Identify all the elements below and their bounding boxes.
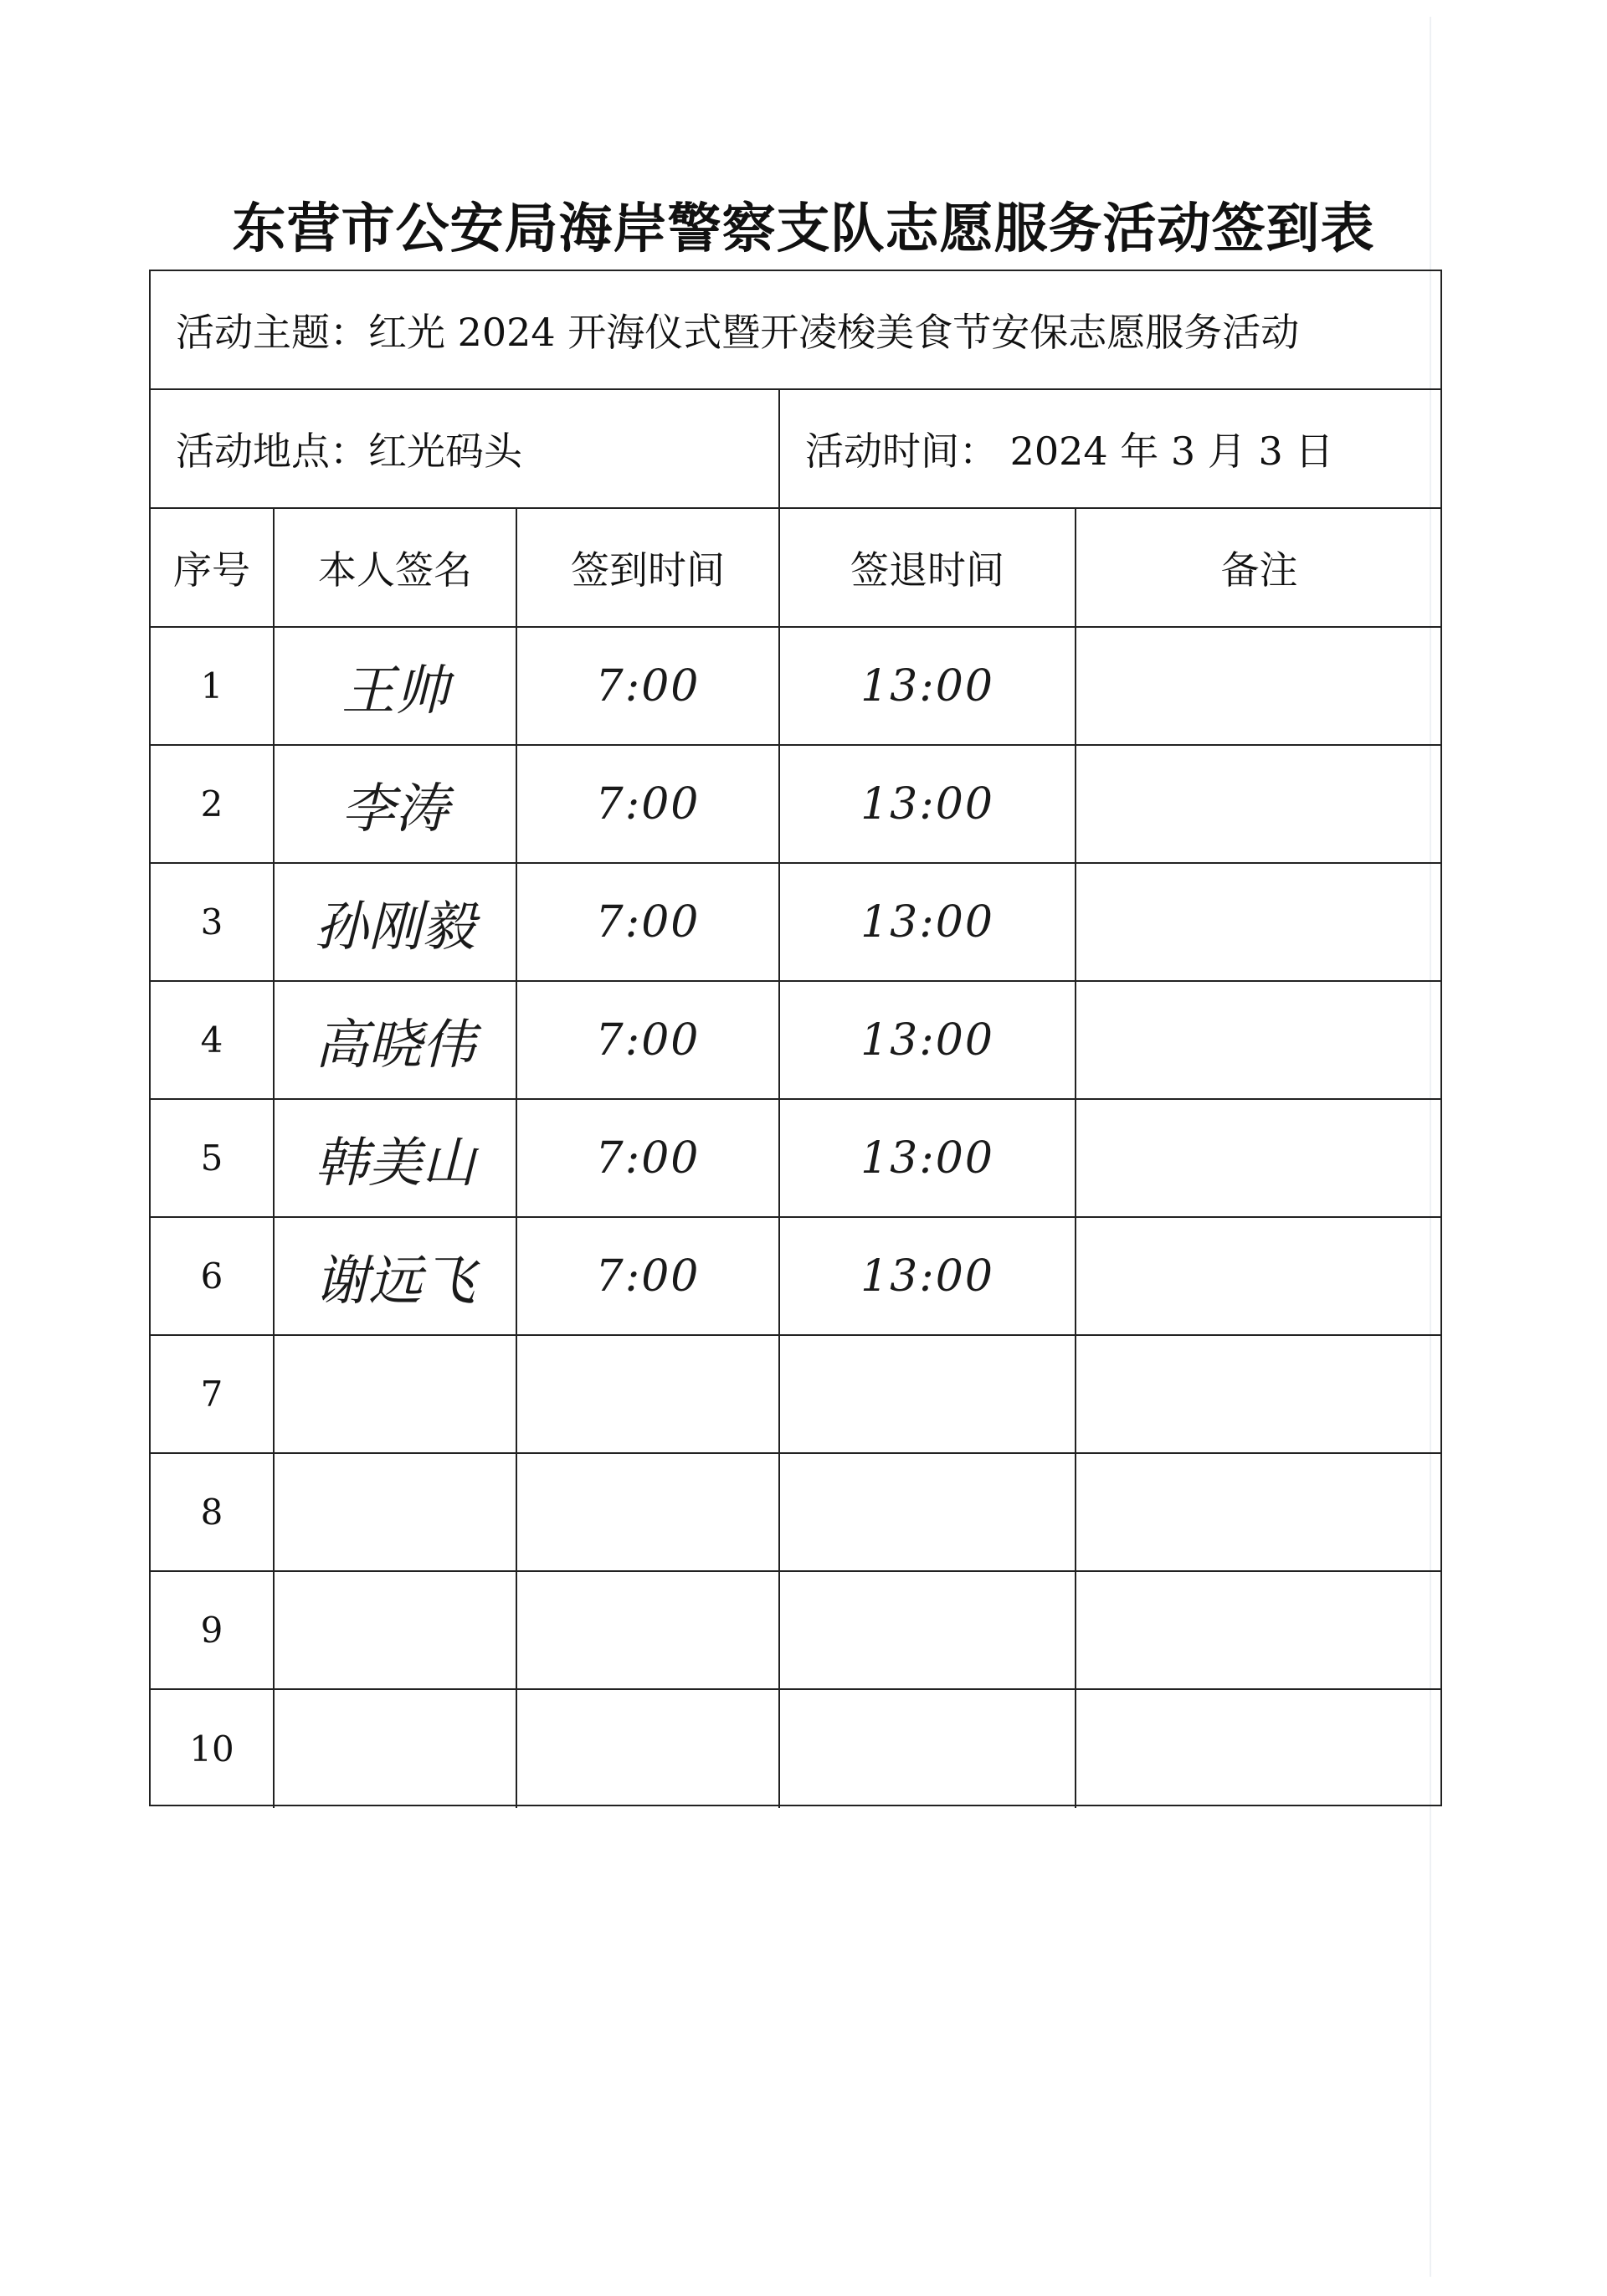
table-row (151, 1218, 1440, 1336)
sign-out-time: 13:00 (860, 660, 994, 711)
table-row (151, 864, 1440, 982)
theme-row (151, 271, 1440, 390)
sign-out-time-cell (778, 1690, 1075, 1808)
header-no: 序号 (173, 547, 250, 593)
sign-out-time-cell (778, 1572, 1075, 1688)
row-number-cell (151, 1572, 273, 1688)
sign-in-time: 7:00 (595, 1251, 701, 1302)
sign-in-time: 7:00 (595, 1133, 701, 1184)
row-number: 6 (200, 1256, 223, 1297)
signature-cell (273, 1454, 516, 1570)
row-number-cell (151, 1218, 273, 1334)
sign-out-time: 13:00 (860, 896, 994, 948)
sign-in-time-cell (516, 1454, 778, 1570)
row-number-cell (151, 864, 273, 980)
remarks-cell (1075, 864, 1442, 980)
remarks-cell (1075, 1454, 1442, 1570)
row-number-cell (151, 746, 273, 862)
sign-out-time-cell (778, 1454, 1075, 1570)
signature-cell (273, 864, 516, 980)
signature: 高晓伟 (315, 1014, 475, 1076)
sign-out-time-cell (778, 628, 1075, 744)
row-number: 7 (200, 1374, 223, 1415)
signature-cell (273, 1690, 516, 1808)
sign-out-time-cell (778, 1336, 1075, 1452)
row-number: 3 (200, 901, 223, 943)
table-row (151, 1690, 1440, 1808)
sign-in-time-cell (516, 864, 778, 980)
sign-in-time-cell (516, 982, 778, 1098)
row-number-cell (151, 982, 273, 1098)
remarks-cell (1075, 746, 1442, 862)
sign-in-table (149, 270, 1442, 1806)
row-number: 1 (200, 665, 223, 706)
sign-in-time: 7:00 (595, 660, 701, 711)
sign-in-time-cell (516, 1572, 778, 1688)
sign-out-time-cell (778, 1218, 1075, 1334)
remarks-cell (1075, 1100, 1442, 1216)
activity-theme: 活动主题：红光 2024 开海仪式暨开凌梭美食节安保志愿服务活动 (176, 310, 1300, 355)
signature: 谢远飞 (315, 1250, 475, 1312)
signature: 李涛 (341, 778, 449, 840)
remarks-cell (1075, 1336, 1442, 1452)
signature: 王帅 (341, 660, 449, 722)
remarks-cell (1075, 982, 1442, 1098)
signature: 韩美山 (315, 1132, 475, 1194)
row-number: 2 (200, 783, 223, 824)
row-number: 5 (200, 1138, 223, 1179)
sign-in-time: 7:00 (595, 896, 701, 948)
signature-cell (273, 1218, 516, 1334)
sign-in-time: 7:00 (595, 778, 701, 830)
signature-cell (273, 982, 516, 1098)
table-row (151, 1336, 1440, 1454)
sign-in-time-cell (516, 1690, 778, 1808)
sign-in-time-cell (516, 746, 778, 862)
remarks-cell (1075, 1690, 1442, 1808)
table-row (151, 1100, 1440, 1218)
remarks-cell (1075, 628, 1442, 744)
table-row (151, 1572, 1440, 1690)
sign-in-time: 7:00 (595, 1014, 701, 1066)
table-row (151, 982, 1440, 1100)
signature-cell (273, 1100, 516, 1216)
row-number-cell (151, 1336, 273, 1452)
row-number: 9 (200, 1610, 223, 1651)
row-number-cell (151, 628, 273, 744)
sign-out-time-cell (778, 982, 1075, 1098)
sign-in-time-cell (516, 1336, 778, 1452)
row-number: 10 (189, 1728, 234, 1770)
table-row (151, 628, 1440, 746)
signature-cell (273, 1572, 516, 1688)
row-number: 8 (200, 1492, 223, 1533)
row-number-cell (151, 1100, 273, 1216)
table-row (151, 1454, 1440, 1572)
sign-out-time-cell (778, 864, 1075, 980)
sign-out-time: 13:00 (860, 778, 994, 830)
signature-cell (273, 1336, 516, 1452)
header-signature: 本人签名 (273, 509, 516, 626)
form-title: 东营市公安局海岸警察支队志愿服务活动签到表 (232, 198, 1375, 260)
remarks-cell (1075, 1572, 1442, 1688)
sign-out-time: 13:00 (860, 1133, 994, 1184)
table-row (151, 746, 1440, 864)
signature: 孙刚毅 (315, 896, 475, 958)
sign-in-time-cell (516, 1218, 778, 1334)
signature-cell (273, 628, 516, 744)
sign-out-time: 13:00 (860, 1251, 994, 1302)
header-row (151, 509, 1440, 628)
row-number-cell (151, 1454, 273, 1570)
sign-in-time-cell (516, 628, 778, 744)
row-number: 4 (200, 1020, 223, 1061)
row-number-cell (151, 1690, 273, 1808)
header-sign-out-time: 签退时间 (778, 509, 1075, 626)
sign-in-time-cell (516, 1100, 778, 1216)
location-time-row (151, 390, 1440, 509)
header-remarks: 备注 (1075, 509, 1442, 626)
header-sign-in-time: 签到时间 (516, 509, 778, 626)
sign-out-time-cell (778, 746, 1075, 862)
remarks-cell (1075, 1218, 1442, 1334)
sign-out-time: 13:00 (860, 1014, 994, 1066)
activity-time: 活动时间： 2024 年 3 月 3 日 (778, 390, 1442, 507)
activity-location: 活动地点：红光码头 (176, 429, 522, 474)
signature-cell (273, 746, 516, 862)
sign-out-time-cell (778, 1100, 1075, 1216)
